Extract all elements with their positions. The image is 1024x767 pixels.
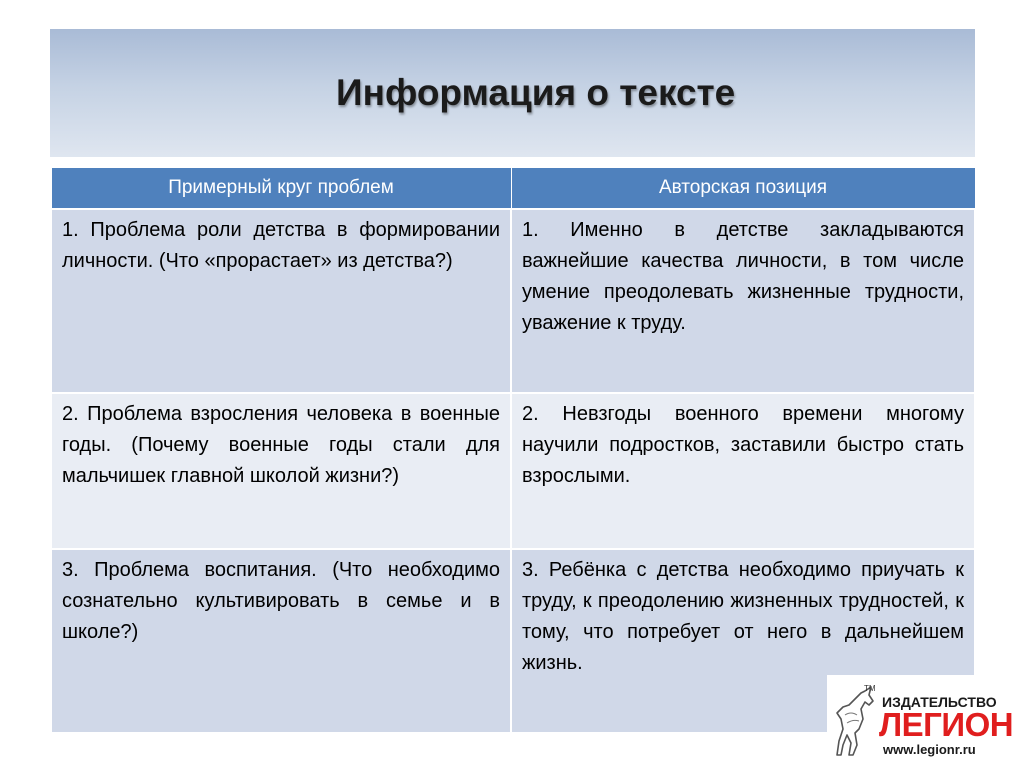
table-header-row xyxy=(51,168,975,210)
page-title: Информация о тексте xyxy=(336,72,736,113)
column-header-author-position: Авторская позиция xyxy=(511,168,975,210)
position-cell: 1. Именно в детстве закладываются важнейшие качества личности, в том числе умение преодолевать жизненные трудности, уважение к труду. xyxy=(511,209,975,393)
position-cell: 3. Ребёнка с детства необходимо приучать к труду, к преодолению жизненных трудностей, к тому, что потребует от него в дальнейшем жизнь. xyxy=(511,549,975,733)
problem-cell: 2. Проблема взросления человека в военные годы. (Почему военные годы стали для мальчишек главной школой жизни?) xyxy=(51,393,511,549)
horse-icon xyxy=(835,685,877,757)
problem-cell: 3. Проблема воспитания. (Что необходимо сознательно культивировать в семье и в школе?) xyxy=(51,549,511,733)
trademark-label: TM xyxy=(864,684,876,693)
position-cell: 2. Невзгоды военного времени многому научили подростков, заставили быстро стать взрослыми. xyxy=(511,393,975,549)
logo-brand-name: ЛЕГИОН xyxy=(879,706,1014,743)
table-row xyxy=(51,393,975,549)
table-row xyxy=(51,209,975,393)
publisher-logo xyxy=(827,675,1024,767)
logo-publisher-label: ИЗДАТЕЛЬСТВО xyxy=(882,694,997,710)
column-header-problems: Примерный круг проблем xyxy=(51,168,511,210)
info-table xyxy=(50,167,976,734)
problem-cell: 1. Проблема роли детства в формировании личности. (Что «прорастает» из детства?) xyxy=(51,209,511,393)
logo-website-link[interactable]: www.legionr.ru xyxy=(883,742,976,757)
